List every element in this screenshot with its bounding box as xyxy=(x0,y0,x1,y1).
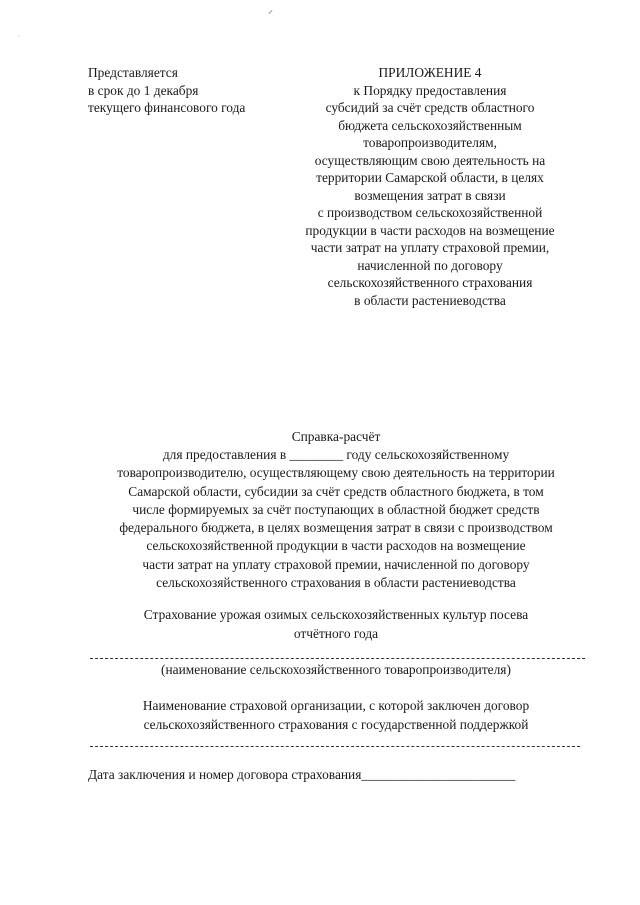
appendix-line: осуществляющим свою деятельность на xyxy=(314,152,546,168)
description-line: числе формируемых за счёт поступающих в областной бюджет средств xyxy=(132,501,540,517)
description-line: сельскохозяйственного страхования в области растениеводства xyxy=(156,575,516,591)
description-line: Самарской области, субсидии за счёт средств областного бюджета, в том xyxy=(128,483,544,499)
appendix-line: начисленной по договору xyxy=(357,257,503,273)
appendix-line: продукции в части расходов на возмещение xyxy=(305,222,555,238)
appendix-line: территории Самарской области, в целях xyxy=(316,170,544,185)
appendix-line: товаропроизводителям, xyxy=(363,135,497,150)
document-title: Справка-расчёт xyxy=(291,429,381,444)
appendix-line: к Порядку предоставления xyxy=(353,82,507,98)
producer-name-line[interactable] xyxy=(90,658,585,659)
appendix-line: возмещения затрат в связи xyxy=(354,187,506,203)
appendix-header xyxy=(270,64,590,309)
description-line: части затрат на уплату страховой премии, начисленной по договору xyxy=(142,556,530,572)
appendix-line: бюджета сельскохозяйственным xyxy=(338,117,522,133)
producer-name-caption: (наименование сельскохозяйственного товаропроизводителя) xyxy=(161,662,511,677)
appendix-line: с производством сельскохозяйственной xyxy=(317,205,543,220)
submission-note-line: текущего финансового года xyxy=(88,100,246,115)
submission-note-line: в срок до 1 декабря xyxy=(88,82,199,98)
contract-date-number[interactable]: Дата заключения и номер договора страхования_______________________ xyxy=(88,767,516,782)
appendix-line: в области растениеводства xyxy=(354,292,506,308)
organization-name-line[interactable] xyxy=(90,746,580,747)
scan-dot: · xyxy=(18,34,20,40)
document-description xyxy=(70,446,602,592)
organization-line: сельскохозяйственного страхования с государственной поддержкой xyxy=(143,716,529,732)
description-line: сельскохозяйственной продукции в части расходов на возмещение xyxy=(146,538,526,554)
insurance-organization xyxy=(70,697,602,734)
insurance-line: отчётного года xyxy=(293,625,379,641)
appendix-line: субсидий за счёт средств областного xyxy=(325,100,535,115)
description-line: для предоставления в ________ году сельскохозяйственному xyxy=(162,447,510,462)
submission-note-line: Представляется xyxy=(88,65,178,80)
description-line: федерального бюджета, в целях возмещения затрат в связи с производством xyxy=(119,520,553,536)
appendix-line: части затрат на уплату страховой премии, xyxy=(310,240,550,255)
description-line: товаропроизводителю, осуществляющему свою деятельность на территории xyxy=(117,465,555,481)
insurance-line: Страхование урожая озимых сельскохозяйственных культур посева xyxy=(143,607,529,622)
insurance-subject xyxy=(70,606,602,643)
scan-mark: ⸝ xyxy=(268,5,273,16)
appendix-title: ПРИЛОЖЕНИЕ 4 xyxy=(378,65,482,80)
appendix-line: сельскохозяйственного страхования xyxy=(327,275,533,290)
organization-line: Наименование страховой организации, с которой заключен договор xyxy=(142,698,530,713)
